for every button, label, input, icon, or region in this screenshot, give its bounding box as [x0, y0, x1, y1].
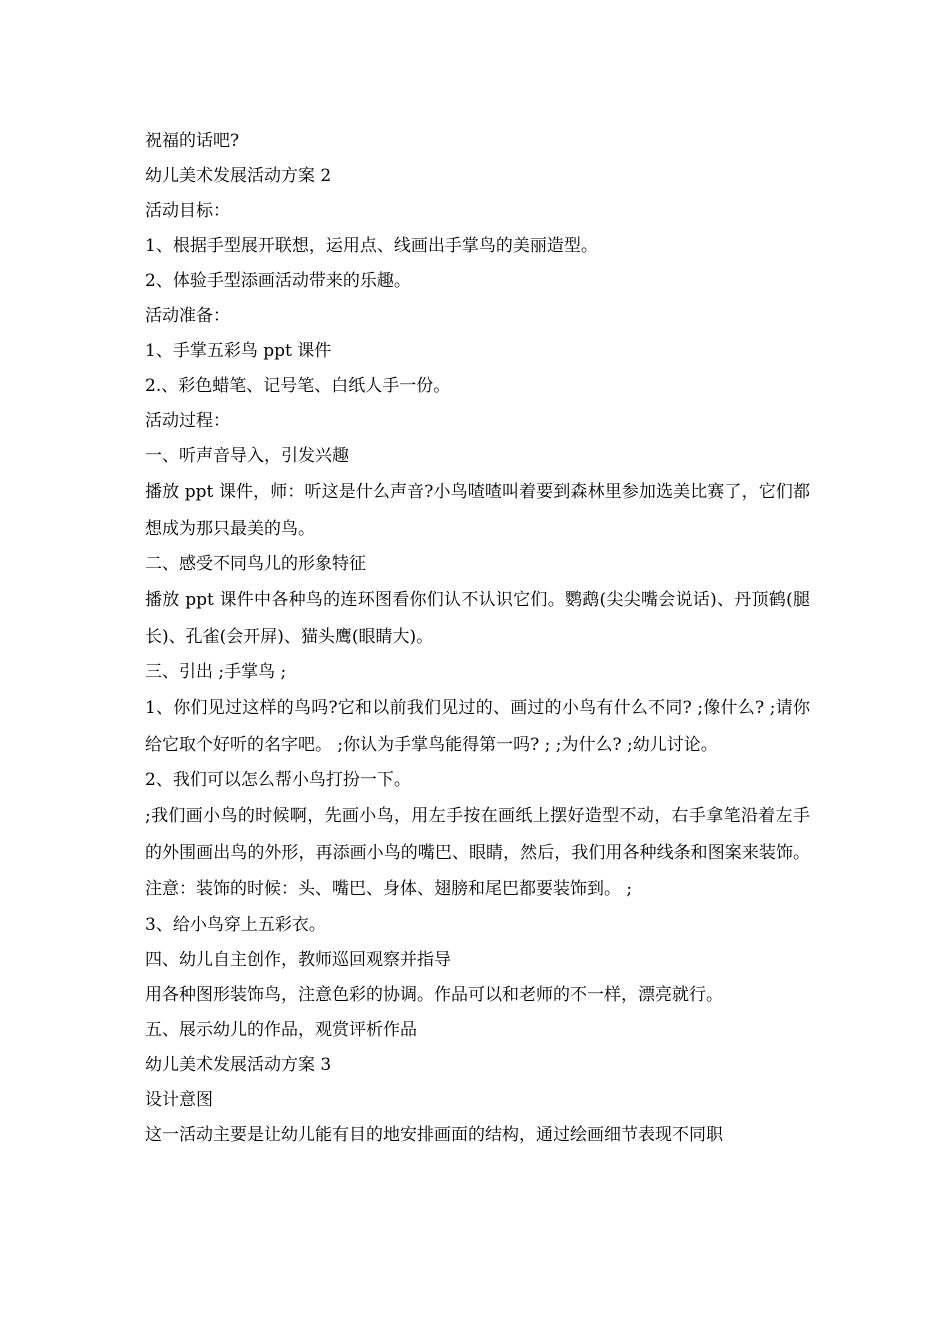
paragraph: 1、手掌五彩鸟 ppt 课件 [145, 341, 332, 361]
paragraph: 三、引出 ;手掌鸟 ; [145, 662, 287, 682]
document-body [145, 124, 810, 1153]
section-heading: 幼儿美术发展活动方案 2 [145, 166, 332, 186]
paragraph: 二、感受不同鸟儿的形象特征 [145, 554, 366, 574]
paragraph: 播放 ppt 课件，师：听这是什么声音?小鸟喳喳叫着要到森林里参加选美比赛了，它们都想成为那只最美的鸟。 [145, 482, 810, 539]
paragraph: 播放 ppt 课件中各种鸟的连环图看你们认不认识它们。鹦鹉(尖尖嘴会说话)、丹顶鹤(腿长)、孔雀(会开屏)、猫头鹰(眼睛大)。 [145, 590, 810, 647]
paragraph: 设计意图 [145, 1089, 213, 1110]
paragraph: 祝福的话吧? [145, 131, 240, 151]
paragraph: 2.、彩色蜡笔、记号笔、白纸人手一份。 [145, 376, 451, 396]
paragraph: ;我们画小鸟的时候啊，先画小鸟，用左手按在画纸上摆好造型不动，右手拿笔沿着左手的外围画出鸟的外形，再添画小鸟的嘴巴、眼睛，然后，我们用各种线条和图案来装饰。注意：装饰的时候：头、嘴巴、身体、翅膀和尾巴都要装饰到。 ; [145, 806, 810, 899]
paragraph: 2、我们可以怎么帮小鸟打扮一下。 [145, 770, 411, 790]
paragraph: 一、听声音导入，引发兴趣 [145, 446, 349, 466]
paragraph: 四、幼儿自主创作，教师巡回观察并指导 [145, 949, 451, 970]
paragraph: 1、根据手型展开联想，运用点、线画出手掌鸟的美丽造型。 [145, 236, 598, 256]
paragraph: 五、展示幼儿的作品，观赏评析作品 [145, 1019, 417, 1040]
section-heading: 幼儿美术发展活动方案 3 [145, 1054, 332, 1075]
paragraph: 活动目标： [145, 201, 230, 221]
paragraph: 这一活动主要是让幼儿能有目的地安排画面的结构，通过绘画细节表现不同职 [145, 1124, 723, 1145]
paragraph: 活动过程： [145, 411, 230, 431]
paragraph: 活动准备： [145, 306, 230, 326]
paragraph: 1、你们见过这样的鸟吗?它和以前我们见过的、画过的小鸟有什么不同? ;像什么? ;请你给它取个好听的名字吧。 ;你认为手掌鸟能得第一吗? ; ;为什么? ;幼儿讨论。 [145, 698, 810, 755]
paragraph: 2、体验手型添画活动带来的乐趣。 [145, 271, 411, 291]
paragraph: 3、给小鸟穿上五彩衣。 [145, 914, 326, 935]
paragraph: 用各种图形装饰鸟，注意色彩的协调。作品可以和老师的不一样，漂亮就行。 [145, 984, 723, 1005]
